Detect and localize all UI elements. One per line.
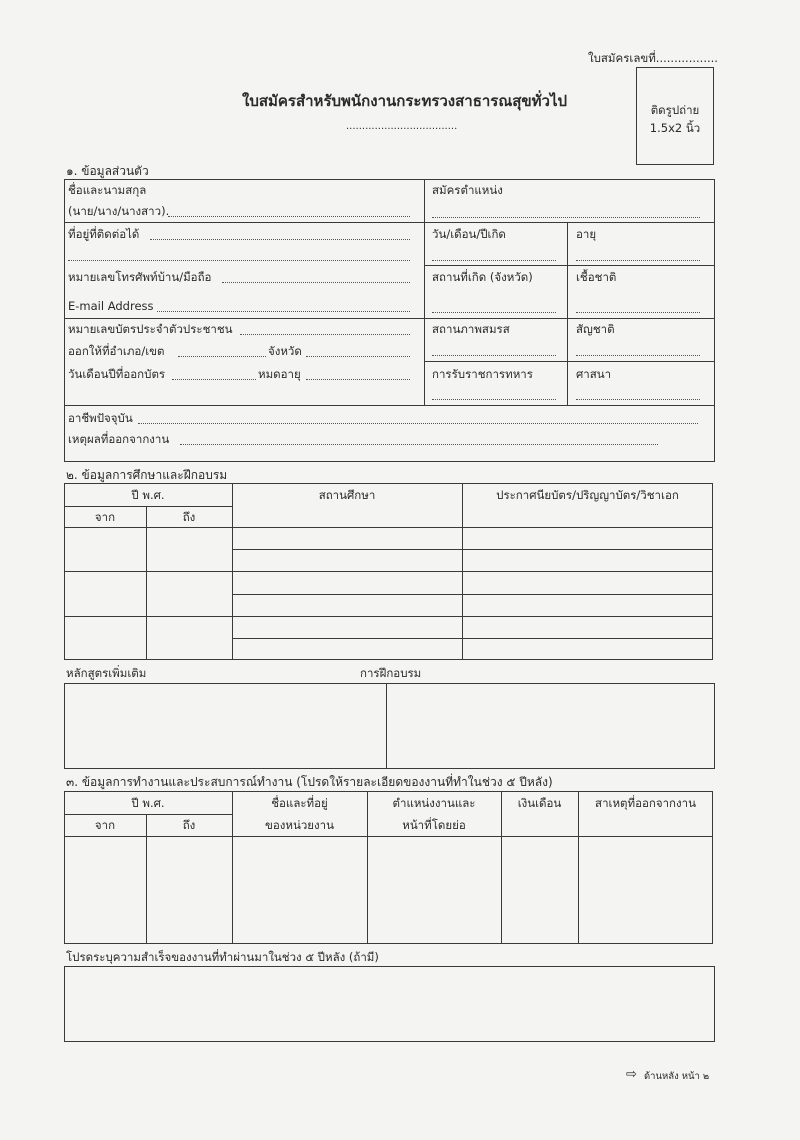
form-number-label: ใบสมัครเลขที่................. bbox=[588, 51, 718, 65]
section3-heading: ๓. ข้อมูลการทำงานและประสบการณ์ทำงาน (โปรดให้รายละเอียดของงานที่ทำในช่วง ๕ ปีหลัง) bbox=[66, 775, 553, 789]
phone-field[interactable] bbox=[222, 282, 410, 283]
edu-col-from: จาก bbox=[94, 510, 116, 524]
section1-heading: ๑. ข้อมูลส่วนตัว bbox=[66, 164, 149, 178]
name-label: ชื่อและนามสกุล bbox=[68, 183, 147, 197]
divider bbox=[146, 814, 147, 944]
work-col-year: ปี พ.ศ. bbox=[131, 796, 165, 810]
address-label: ที่อยู่ที่ติดต่อได้ bbox=[68, 227, 140, 241]
divider bbox=[64, 836, 713, 837]
photo-size: 1.5x2 นิ้ว bbox=[649, 121, 701, 135]
section2-heading: ๒. ข้อมูลการศึกษาและฝึกอบรม bbox=[66, 468, 228, 482]
work-col-reason: สาเหตุที่ออกจากงาน bbox=[595, 796, 696, 810]
divider bbox=[146, 506, 147, 660]
religion-label: ศาสนา bbox=[576, 367, 612, 381]
marital-field[interactable] bbox=[432, 355, 556, 356]
email-field[interactable] bbox=[157, 311, 410, 312]
age-label: อายุ bbox=[576, 227, 597, 241]
nationality-label: สัญชาติ bbox=[576, 322, 615, 336]
position-label: สมัครตำแหน่ง bbox=[432, 183, 503, 197]
edu-col-year: ปี พ.ศ. bbox=[131, 488, 165, 502]
work-col-employer-2: ของหน่วยงาน bbox=[265, 818, 334, 832]
edu-col-institution: สถานศึกษา bbox=[318, 488, 376, 502]
age-field[interactable] bbox=[576, 260, 700, 261]
address-field-2[interactable] bbox=[68, 260, 410, 261]
divider bbox=[424, 179, 425, 405]
education-row bbox=[64, 616, 713, 617]
occupation-label: อาชีพปัจจุบัน bbox=[68, 411, 133, 425]
achievements-label: โปรดระบุความสำเร็จของงานที่ทำผ่านมาในช่วง ๕ ปีหลัง (ถ้ามี) bbox=[66, 950, 379, 964]
divider bbox=[424, 361, 715, 362]
reason-label: เหตุผลที่ออกจากงาน bbox=[68, 432, 170, 446]
birthplace-field[interactable] bbox=[432, 312, 556, 313]
divider bbox=[64, 405, 715, 406]
education-row bbox=[232, 594, 713, 595]
religion-field[interactable] bbox=[576, 399, 700, 400]
work-col-position-2: หน้าที่โดยย่อ bbox=[402, 818, 466, 832]
issued-at-label: ออกให้ที่อำเภอ/เขต bbox=[68, 344, 165, 358]
work-col-from: จาก bbox=[94, 818, 116, 832]
edu-col-to: ถึง bbox=[182, 510, 196, 524]
divider bbox=[424, 265, 715, 266]
expiry-label: หมดอายุ bbox=[258, 367, 301, 381]
training-label: การฝึกอบรม bbox=[360, 666, 422, 680]
divider bbox=[501, 791, 502, 944]
extra-courses-label: หลักสูตรเพิ่มเติม bbox=[66, 666, 147, 680]
divider bbox=[64, 222, 715, 223]
divider bbox=[232, 791, 233, 944]
divider bbox=[578, 791, 579, 944]
arrow-right-icon: ⇨ bbox=[626, 1067, 637, 1082]
id-card-label: หมายเลขบัตรประจำตัวประชาชน bbox=[68, 322, 233, 336]
education-row bbox=[232, 549, 713, 550]
reason-field[interactable] bbox=[180, 444, 658, 445]
birthplace-label: สถานที่เกิด (จังหวัด) bbox=[432, 270, 533, 284]
work-col-position: ตำแหน่งงานและ bbox=[392, 796, 476, 810]
divider bbox=[386, 683, 387, 769]
work-col-salary: เงินเดือน bbox=[517, 796, 562, 810]
nationality-field[interactable] bbox=[576, 355, 700, 356]
dob-label: วัน/เดือน/ปีเกิด bbox=[432, 227, 506, 241]
province-field[interactable] bbox=[306, 356, 410, 357]
address-field[interactable] bbox=[150, 239, 410, 240]
training-box[interactable] bbox=[64, 683, 715, 769]
position-field[interactable] bbox=[432, 217, 700, 218]
title-dots: ................................... bbox=[346, 121, 458, 132]
dob-field[interactable] bbox=[432, 260, 556, 261]
divider bbox=[64, 814, 232, 815]
photo-label: ติดรูปถ่าย bbox=[650, 103, 700, 117]
province-label: จังหวัด bbox=[268, 344, 302, 358]
divider bbox=[567, 222, 568, 405]
education-row bbox=[232, 638, 713, 639]
phone-label: หมายเลขโทรศัพท์บ้าน/มือถือ bbox=[68, 270, 212, 284]
work-col-employer: ชื่อและที่อยู่ bbox=[271, 796, 328, 810]
education-row bbox=[64, 571, 713, 572]
education-row bbox=[64, 527, 713, 528]
divider bbox=[64, 318, 715, 319]
edu-col-degree: ประกาศนียบัตร/ปริญญาบัตร/วิชาเอก bbox=[496, 488, 679, 502]
occupation-field[interactable] bbox=[138, 423, 698, 424]
next-page-label: ด้านหลัง หน้า ๒ bbox=[644, 1071, 710, 1082]
page-title: ใบสมัครสำหรับพนักงานกระทรวงสาธารณสุขทั่วไป bbox=[242, 92, 568, 110]
work-col-to: ถึง bbox=[182, 818, 196, 832]
email-label: E-mail Address bbox=[68, 299, 154, 313]
divider bbox=[367, 791, 368, 944]
issued-at-field[interactable] bbox=[178, 356, 266, 357]
ethnicity-label: เชื้อชาติ bbox=[576, 270, 617, 284]
name-prefix: (นาย/นาง/นางสาว). bbox=[68, 204, 170, 218]
divider bbox=[64, 506, 232, 507]
issue-date-label: วันเดือนปีที่ออกบัตร bbox=[68, 367, 166, 381]
expiry-field[interactable] bbox=[306, 379, 410, 380]
ethnicity-field[interactable] bbox=[576, 312, 700, 313]
marital-label: สถานภาพสมรส bbox=[432, 322, 510, 336]
military-label: การรับราชการทหาร bbox=[432, 367, 533, 381]
id-card-field[interactable] bbox=[240, 334, 410, 335]
name-field[interactable] bbox=[168, 216, 410, 217]
achievements-box[interactable] bbox=[64, 966, 715, 1042]
issue-date-field[interactable] bbox=[172, 379, 256, 380]
military-field[interactable] bbox=[432, 399, 556, 400]
